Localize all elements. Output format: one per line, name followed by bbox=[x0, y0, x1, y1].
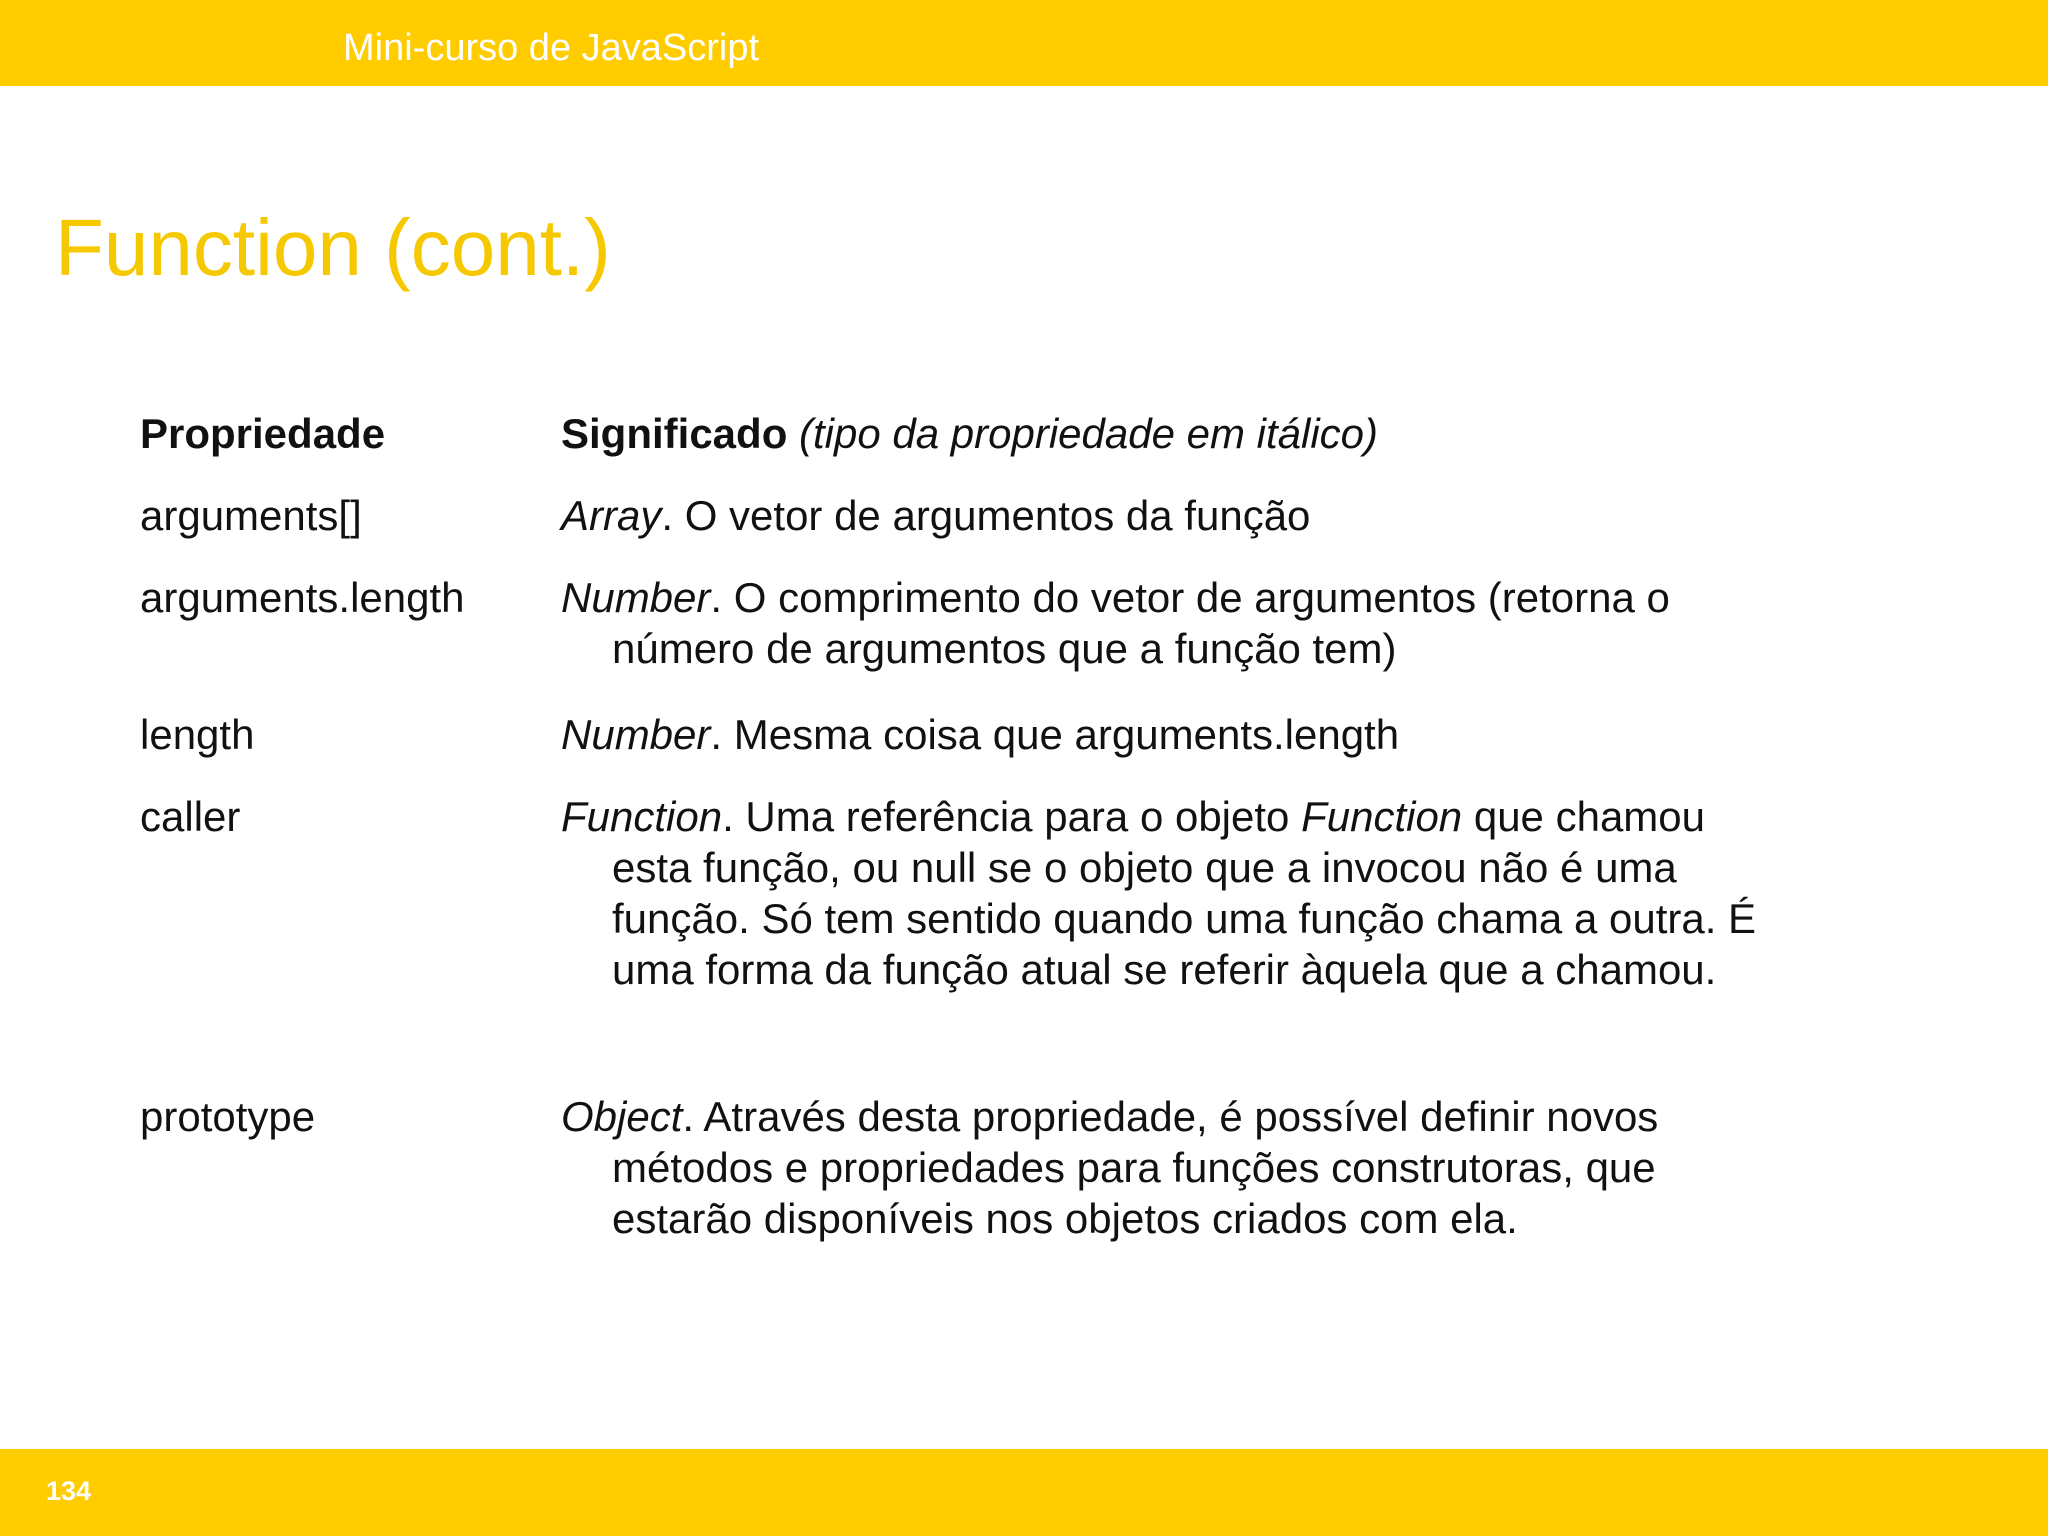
meaning-heading: Significado bbox=[561, 410, 788, 457]
property-type: Function bbox=[561, 793, 723, 840]
property-description bbox=[561, 709, 1901, 760]
property-description bbox=[561, 1091, 1901, 1244]
description-italic-text: Function bbox=[1301, 793, 1463, 840]
description-line: esta função, ou null se o objeto que a invocou não é uma bbox=[612, 844, 1677, 891]
property-name: arguments.length bbox=[140, 574, 465, 621]
meaning-note: (tipo da propriedade em itálico) bbox=[799, 410, 1379, 457]
meaning-column-header bbox=[561, 408, 1901, 459]
property-type: Array bbox=[561, 492, 662, 539]
description-text: . Mesma coisa que arguments.length bbox=[710, 711, 1400, 758]
property-name: caller bbox=[140, 793, 241, 840]
description-text: que chamou bbox=[1462, 793, 1706, 840]
course-title: Mini-curso de JavaScript bbox=[343, 27, 760, 69]
description-line: número de argumentos que a função tem) bbox=[612, 625, 1397, 672]
property-type: Object bbox=[561, 1093, 683, 1140]
property-description bbox=[561, 490, 1901, 541]
description-text: . Uma referência para o objeto bbox=[722, 793, 1302, 840]
property-name: prototype bbox=[140, 1093, 316, 1140]
description-text: . O comprimento do vetor de argumentos (retorna o bbox=[710, 574, 1670, 621]
slide-title: Function (cont.) bbox=[55, 203, 611, 292]
property-description bbox=[561, 572, 1901, 674]
description-line: função. Só tem sentido quando uma função chama a outra. É bbox=[612, 895, 1757, 942]
property-description bbox=[561, 791, 1901, 995]
description-text: . O vetor de argumentos da função bbox=[661, 492, 1311, 539]
footer-bar bbox=[0, 1449, 2048, 1536]
property-type: Number bbox=[561, 711, 711, 758]
property-name: length bbox=[140, 711, 255, 758]
description-line bbox=[561, 1091, 1901, 1142]
property-column-header: Propriedade bbox=[140, 410, 386, 457]
property-type: Number bbox=[561, 574, 711, 621]
property-table bbox=[140, 0, 1900, 1400]
description-line: estarão disponíveis nos objetos criados com ela. bbox=[612, 1195, 1518, 1242]
description-line: métodos e propriedades para funções construtoras, que bbox=[612, 1144, 1656, 1191]
description-text: . Através desta propriedade, é possível definir novos bbox=[682, 1093, 1659, 1140]
description-line: uma forma da função atual se referir àquela que a chamou. bbox=[612, 946, 1717, 993]
description-line bbox=[561, 490, 1901, 541]
page-number: 134 bbox=[46, 1476, 92, 1506]
description-line bbox=[561, 572, 1901, 623]
description-line bbox=[561, 709, 1901, 760]
description-line bbox=[561, 791, 1901, 842]
property-name: arguments[] bbox=[140, 492, 362, 539]
